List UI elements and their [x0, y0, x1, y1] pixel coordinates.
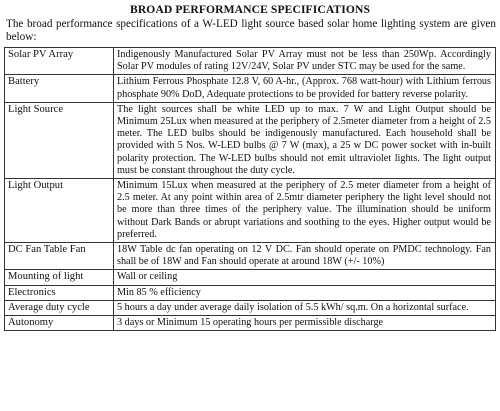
- table-row: [5, 316, 496, 331]
- table-row: [5, 300, 496, 315]
- intro-paragraph: The broad performance specifications of a W-LED light source based solar home lighting system are given below:: [6, 18, 496, 43]
- spec-value: 18W Table dc fan operating on 12 V DC. Fan should operate on PMDC technology. Fan shall be of 18W and Fan should operate at around 18W (+/- 10%): [114, 243, 496, 270]
- table-row: [5, 75, 496, 102]
- spec-value: Wall or ceiling: [114, 270, 496, 285]
- spec-value: Minimum 15Lux when measured at the periphery of 2.5 meter diameter from a height of 2.5 meter. At any point within area of 2.5mtr diameter periphery the light level should not be more than three times of the periphery value. The illumination should be uniform without Dark Bands or abrupt variations and soothing to the eyes. Higher output would be preferred.: [114, 179, 496, 243]
- spec-value: The light sources shall be white LED up to max. 7 W and Light Output should be Minimum 25Lux when measured at the periphery of 2.5meter diameter from a height of 2.5 meter. The LED bulbs should be indigenously manufactured. Each household shall be provided with 5 Nos. W-LED bulbs @ 7 W (max), a 25 w DC power socket with in-built polarity protection. The W-LED bulbs should not emit ultraviolet lights. The light output must be constant throughout the duty cycle.: [114, 102, 496, 178]
- table-row: [5, 243, 496, 270]
- spec-label: DC Fan Table Fan: [5, 243, 114, 270]
- table-row: [5, 285, 496, 300]
- spec-value: 5 hours a day under average daily isolation of 5.5 kWh/ sq.m. On a horizontal surface.: [114, 300, 496, 315]
- spec-label: Light Source: [5, 102, 114, 178]
- spec-label: Light Output: [5, 179, 114, 243]
- spec-label: Mounting of light: [5, 270, 114, 285]
- table-row: [5, 179, 496, 243]
- spec-label: Solar PV Array: [5, 48, 114, 75]
- specifications-table: [4, 47, 496, 331]
- document-title: BROAD PERFORMANCE SPECIFICATIONS: [129, 3, 371, 16]
- table-row: [5, 270, 496, 285]
- spec-label: Battery: [5, 75, 114, 102]
- spec-label: Electronics: [5, 285, 114, 300]
- spec-value: Indigenously Manufactured Solar PV Array must not be less than 250Wp. Accordingly Solar PV modules of rating 12V/24V, Solar PV under STC may be used for the same.: [114, 48, 496, 75]
- spec-label: Average duty cycle: [5, 300, 114, 315]
- table-row: [5, 48, 496, 75]
- spec-value: Lithium Ferrous Phosphate 12.8 V, 60 A-hr., (Approx. 768 watt-hour) with Lithium ferrous phosphate 90% DoD, Adequate protections to be provided for battery reverse polarity.: [114, 75, 496, 102]
- spec-value: Min 85 % efficiency: [114, 285, 496, 300]
- spec-value: 3 days or Minimum 15 operating hours per permissible discharge: [114, 316, 496, 331]
- spec-label: Autonomy: [5, 316, 114, 331]
- table-row: [5, 102, 496, 178]
